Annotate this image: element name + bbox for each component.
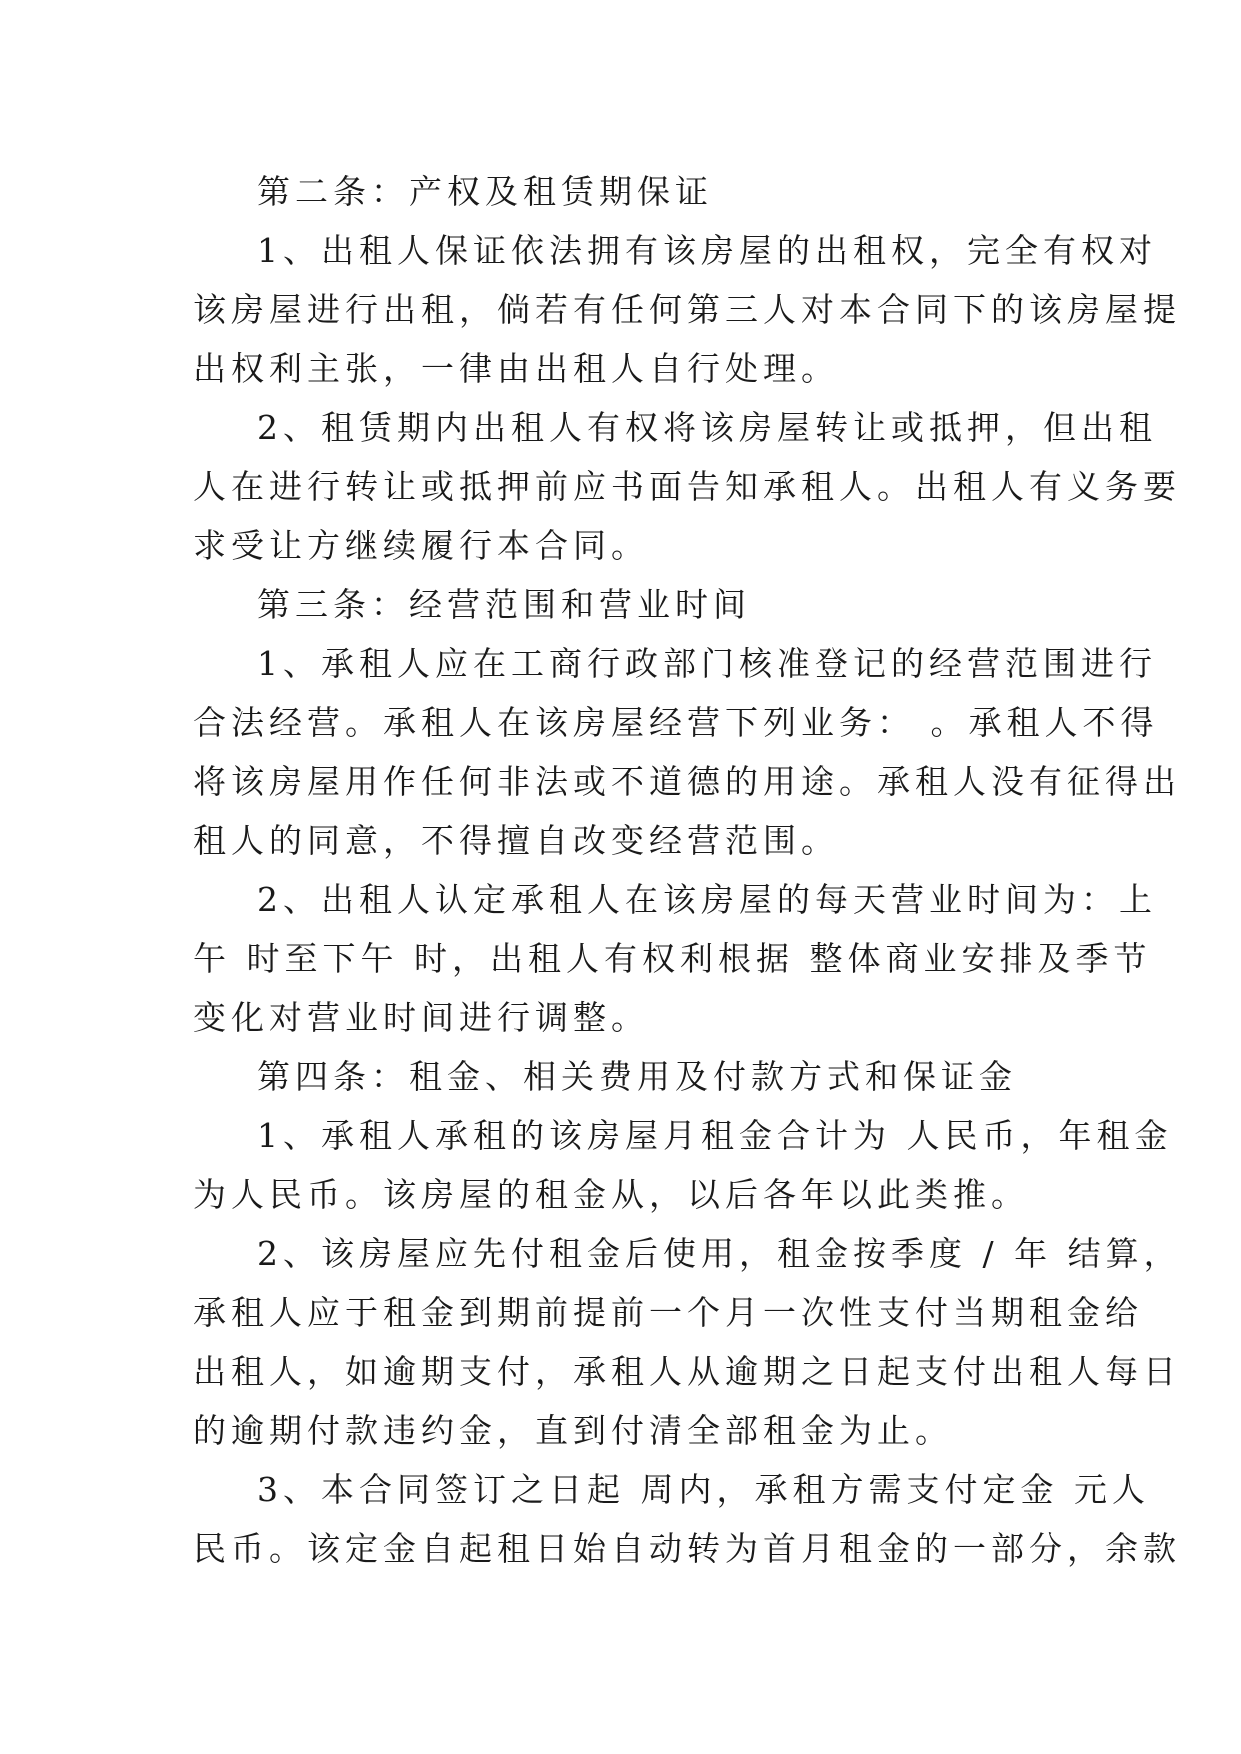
paragraph (193, 221, 1181, 398)
section-heading: 第三条：经营范围和营业时间 (257, 585, 751, 624)
document-page (193, 162, 1182, 1578)
paragraph-line: 该房屋进行出租，倘若有任何第三人对本合同下的该房屋提 (193, 290, 1181, 329)
paragraph (193, 1106, 1173, 1224)
section-heading: 第二条：产权及租赁期保证 (257, 172, 713, 211)
paragraph-line: 租人的同意，不得擅自改变经营范围。 (193, 821, 839, 860)
paragraph-line: 合法经营。承租人在该房屋经营下列业务： 。承租人不得 (193, 703, 1159, 742)
paragraph (193, 634, 1181, 870)
paragraph (193, 870, 1157, 1047)
paragraph-line: 出权利主张，一律由出租人自行处理。 (193, 349, 839, 388)
paragraph-line: 1、承租人承租的该房屋月租金合计为 人民币，年租金 (257, 1116, 1173, 1155)
paragraph-line: 变化对营业时间进行调整。 (193, 998, 649, 1037)
paragraph-line: 2、出租人认定承租人在该房屋的每天营业时间为：上 (257, 880, 1157, 919)
paragraph-line: 1、承租人应在工商行政部门核准登记的经营范围进行 (257, 644, 1157, 683)
paragraph-line: 出租人，如逾期支付，承租人从逾期之日起支付出租人每日 (193, 1352, 1181, 1391)
paragraph (193, 1224, 1182, 1460)
section-heading: 第四条：租金、相关费用及付款方式和保证金 (257, 1057, 1017, 1096)
paragraph-line: 的逾期付款违约金，直到付清全部租金为止。 (193, 1411, 953, 1450)
paragraph-line: 为人民币。该房屋的租金从，以后各年以此类推。 (193, 1175, 1029, 1214)
paragraph-line: 1、出租人保证依法拥有该房屋的出租权，完全有权对 (257, 231, 1157, 270)
paragraph-line: 午 时至下午 时，出租人有权利根据 整体商业安排及季节 (193, 939, 1152, 978)
paragraph (193, 398, 1181, 575)
paragraph-line: 人在进行转让或抵押前应书面告知承租人。出租人有义务要 (193, 467, 1181, 506)
paragraph-line: 民币。该定金自起租日始自动转为首月租金的一部分，余款 (193, 1529, 1181, 1568)
paragraph-line: 将该房屋用作任何非法或不道德的用途。承租人没有征得出 (193, 762, 1181, 801)
paragraph-line: 求受让方继续履行本合同。 (193, 526, 649, 565)
paragraph-line: 承租人应于租金到期前提前一个月一次性支付当期租金给 (193, 1293, 1143, 1332)
paragraph (193, 1460, 1181, 1578)
paragraph-line: 3、本合同签订之日起 周内，承租方需支付定金 元人 (257, 1470, 1150, 1509)
paragraph-line: 2、租赁期内出租人有权将该房屋转让或抵押，但出租 (257, 408, 1157, 447)
paragraph-line: 2、该房屋应先付租金后使用，租金按季度 / 年 结算， (257, 1234, 1182, 1273)
